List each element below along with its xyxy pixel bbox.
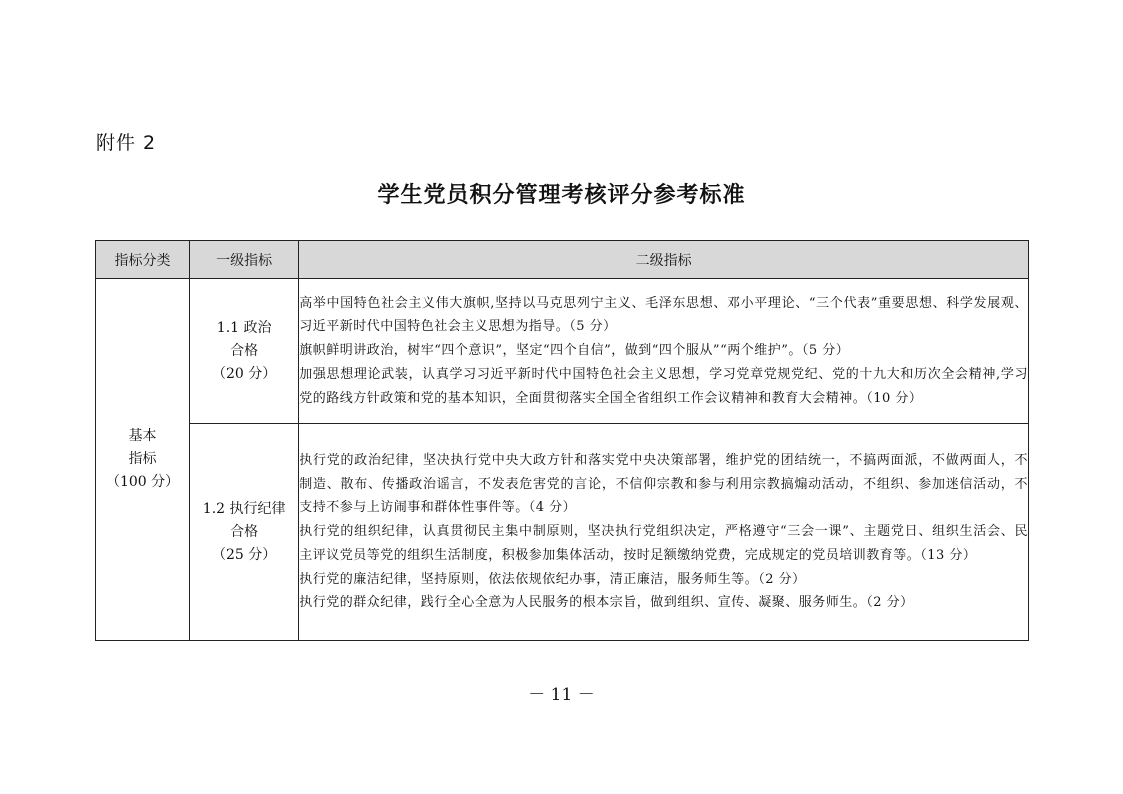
criterion-item: 执行党的廉洁纪律，坚持原则，依法依规依纪办事，清正廉洁，服务师生等。（2 分）	[299, 571, 806, 587]
level2-cell-political	[299, 279, 1029, 424]
criterion-item: 执行党的群众纪律，践行全心全意为人民服务的根本宗旨，做到组织、宣传、凝聚、服务师生。（2 分）	[299, 595, 914, 611]
table-row-political	[96, 279, 1029, 424]
table-row-discipline	[96, 424, 1029, 641]
level2-cell-discipline	[299, 424, 1029, 641]
attachment-label: 附件 2	[96, 132, 157, 154]
page-number: － 11 －	[528, 685, 595, 705]
level1-cell-discipline	[190, 424, 299, 641]
header-level2: 二级指标	[299, 241, 1029, 279]
criterion-item: 旗帜鲜明讲政治，树牢“四个意识”，坚定“四个自信”，做到“四个服从”“两个维护”。（5 分）	[299, 343, 850, 359]
criterion-item: 加强思想理论武装，认真学习习近平新时代中国特色社会主义思想，学习党章党规党纪、党的十九大和历次全会精神,学习党的路线方针政策和党的基本知识，全面贯彻落实全国全省组织工作会议精神和教育大会精神。（10 分）	[299, 366, 1028, 406]
category-cell	[96, 279, 190, 641]
level1-cell-political	[190, 279, 299, 424]
criteria-table	[95, 240, 1029, 641]
level1-line1: 1.1 政治	[216, 319, 272, 336]
level1-line2: 合格	[230, 523, 259, 540]
header-category: 指标分类	[96, 241, 190, 279]
criterion-item: 执行党的组织纪律，认真贯彻民主集中制原则，坚决执行党组织决定，严格遵守“三会一课”、主题党日、组织生活会、民主评议党员等党的组织生活制度，积极参加集体活动，按时足额缴纳党费，完成规定的党员培训教育等。（13 分）	[299, 524, 1028, 563]
document-title: 学生党员积分管理考核评分参考标准	[377, 183, 746, 208]
criterion-item: 高举中国特色社会主义伟大旗帜,坚持以马克思列宁主义、毛泽东思想、邓小平理论、“三个代表”重要思想、科学发展观、习近平新时代中国特色社会主义思想为指导。（5 分）	[299, 295, 1028, 335]
category-line2: 指标	[128, 451, 157, 467]
level1-line1: 1.2 执行纪律	[202, 500, 286, 517]
level1-line3: （25 分）	[212, 546, 277, 563]
category-line1: 基本	[128, 428, 157, 444]
level1-line3: （20 分）	[212, 365, 277, 382]
header-level1: 一级指标	[190, 241, 299, 279]
criterion-item: 执行党的政治纪律，坚决执行党中央大政方针和落实党中央决策部署，维护党的团结统一，不搞两面派，不做两面人，不制造、散布、传播政治谣言，不发表危害党的言论，不信仰宗教和参与利用宗教搞煽动活动，不组织、参加迷信活动，不支持不参与上访闹事和群体性事件等。（4 分）	[299, 452, 1028, 516]
category-line3: （100 分）	[105, 474, 180, 490]
table-header-row	[96, 241, 1029, 279]
level1-line2: 合格	[230, 342, 259, 359]
